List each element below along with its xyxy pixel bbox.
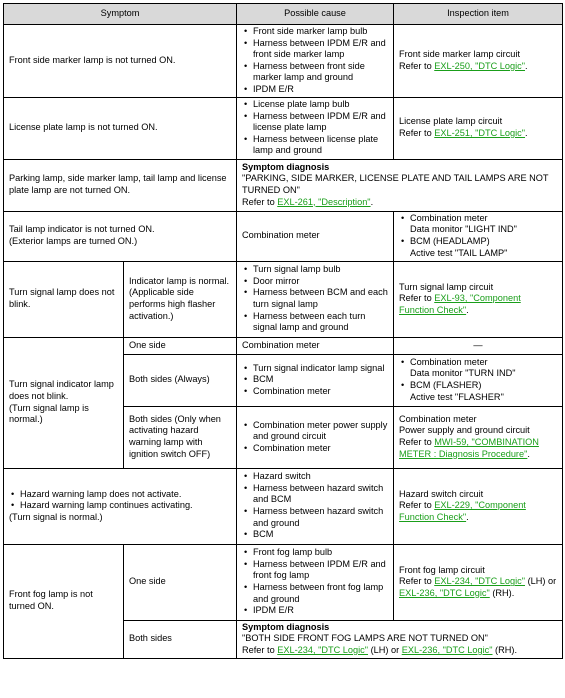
reference-link-rh[interactable]: EXL-236, "DTC Logic" [399,587,490,598]
list-item: • BCM [242,529,388,541]
symptom-cell [4,468,237,544]
header-symptom: Symptom [4,4,237,25]
reference-link[interactable]: EXL-229, "Component Function Check" [399,500,526,522]
list-item: • Combination meter [399,213,557,225]
refer-suffix: . [466,511,469,522]
symptom-cell: Front fog lamp is not turned ON. [4,544,124,658]
inspection-text: Combination meter [399,413,477,424]
list-item: • Harness between license plate lamp and ground [242,134,388,157]
header-inspection-item: Inspection item [394,4,563,25]
refer-suffix: . [525,128,528,139]
inspection-sub: Active test "FLASHER" [410,391,504,402]
symptom-note: (Turn signal lamp is normal.) [9,402,89,425]
list-item: • Combination meter power supply and ground circuit [242,420,388,443]
inspection-list [399,357,557,369]
cause-list [242,420,388,455]
reference-link[interactable]: EXL-93, "Component Function Check" [399,293,521,315]
inspection-text: Hazard switch circuit [399,488,484,499]
refer-prefix: Refer to [399,500,435,511]
inspection-cell [394,211,563,261]
cause-list [242,99,388,157]
table-row [4,337,563,354]
list-item: • Harness between hazard switch and ground [242,506,388,529]
list-item: • Harness between front fog lamp and ground [242,582,388,605]
list-item: • IPDM E/R [242,84,388,96]
table-row [4,25,563,98]
list-item: • Harness between BCM and each turn signal lamp [242,287,388,310]
inspection-cell: — [394,337,563,354]
cause-cell [237,406,394,468]
list-item: • Harness between IPDM E/R and license plate lamp [242,111,388,134]
cause-cell [237,97,394,159]
diagnosis-text: "PARKING, SIDE MARKER, LICENSE PLATE AND TAIL LAMPS ARE NOT TURNED ON" [242,173,549,196]
cause-list [242,264,388,334]
condition-cell: One side [124,337,237,354]
cause-cell: Combination meter [237,337,394,354]
symptom-cell: Turn signal lamp does not blink. [4,261,124,337]
inspection-sub: Active test "TAIL LAMP" [410,247,508,258]
inspection-cell [394,406,563,468]
cause-list [242,547,388,617]
list-item: • Hazard switch [242,471,388,483]
list-item: • Combination meter [242,443,388,455]
symptom-table [3,3,563,659]
table-row [4,211,563,261]
cause-cell [237,354,394,406]
diagnosis-cell [237,620,563,658]
list-item: • BCM (HEADLAMP) [399,236,557,248]
table-row [4,544,563,620]
table-row [4,97,563,159]
symptom-list [9,489,231,512]
symptom-note: (Turn signal is normal.) [9,511,103,522]
cause-list [242,471,388,541]
inspection-list [399,213,557,225]
refer-mid: (LH) or [525,576,557,587]
symptom-note: (Exterior lamps are turned ON.) [9,236,138,247]
list-item: • Turn signal lamp bulb [242,264,388,276]
inspection-cell [394,468,563,544]
symptom-cell: Parking lamp, side marker lamp, tail lamp and license plate lamp are not turned ON. [4,159,237,211]
inspection-text: Turn signal lamp circuit [399,281,494,292]
diagnosis-cell [237,159,563,211]
refer-suffix: . [466,304,469,315]
list-item: • Front side marker lamp bulb [242,26,388,38]
list-item: • Hazard warning lamp continues activating. [9,500,231,512]
refer-line [399,128,557,140]
table-row [4,261,563,337]
inspection-cell [394,25,563,98]
refer-prefix: Refer to [399,576,435,587]
table-header-row [4,4,563,25]
refer-prefix: Refer to [242,196,278,207]
refer-suffix: . [527,448,530,459]
symptom-cell: License plate lamp is not turned ON. [4,97,237,159]
table-row [4,468,563,544]
condition-cell: Both sides (Always) [124,354,237,406]
header-possible-cause: Possible cause [237,4,394,25]
refer-suffix: (RH). [492,644,517,655]
refer-line [399,576,557,599]
refer-prefix: Refer to [399,437,435,448]
condition-cell: Both sides (Only when activating hazard warning lamp with ignition switch OFF) [124,406,237,468]
inspection-cell [394,544,563,620]
cause-cell [237,261,394,337]
refer-line [399,437,557,460]
list-item: • License plate lamp bulb [242,99,388,111]
list-item: • Harness between hazard switch and BCM [242,483,388,506]
inspection-list [399,380,557,392]
list-item: • Harness between front side marker lamp and ground [242,61,388,84]
inspection-text: Front fog lamp circuit [399,564,485,575]
refer-suffix: . [525,60,528,71]
inspection-cell [394,97,563,159]
inspection-text: Power supply and ground circuit [399,425,530,436]
refer-suffix: . [370,196,374,207]
refer-line [399,500,557,523]
cause-cell [237,468,394,544]
reference-link[interactable]: EXL-251, "DTC Logic" [434,128,526,139]
refer-mid: (LH) or [368,644,402,655]
list-item: • Turn signal indicator lamp signal [242,363,388,375]
refer-prefix: Refer to [399,128,435,139]
list-item: • Combination meter [242,386,388,398]
inspection-sub: Data monitor "LIGHT IND" [410,224,517,235]
cause-list [242,363,388,398]
list-item: • Front fog lamp bulb [242,547,388,559]
cause-cell: Combination meter [237,211,394,261]
inspection-cell [394,354,563,406]
refer-line [242,645,557,657]
diagnosis-text: "BOTH SIDE FRONT FOG LAMPS ARE NOT TURNED ON" [242,633,488,644]
refer-line [242,197,557,209]
refer-line [399,61,557,73]
diagnosis-title: Symptom diagnosis [242,621,330,632]
cause-list [242,26,388,96]
symptom-cell: Front side marker lamp is not turned ON. [4,25,237,98]
list-item: • Combination meter [399,357,557,369]
reference-link[interactable]: EXL-261, "Description" [277,196,371,207]
reference-link-lh[interactable]: EXL-234, "DTC Logic" [277,644,369,655]
symptom-text: Tail lamp indicator is not turned ON. [9,224,155,235]
symptom-cell [4,211,237,261]
reference-link-lh[interactable]: EXL-234, "DTC Logic" [434,576,526,587]
condition-cell: Both sides [124,620,237,658]
refer-prefix: Refer to [399,293,435,304]
table-row [4,159,563,211]
symptom-text: Turn signal indicator lamp does not blink. [9,379,114,401]
reference-link[interactable]: EXL-250, "DTC Logic" [434,60,526,71]
inspection-cell [394,261,563,337]
list-item: • Harness between each turn signal lamp and ground [242,311,388,334]
reference-link[interactable]: MWI-59, "COMBINATION METER : Diagnosis Procedure" [399,437,539,459]
condition-cell: Indicator lamp is normal. (Applicable side performs high flasher activation.) [124,261,237,337]
list-item: • IPDM E/R [242,605,388,617]
list-item: • BCM [242,374,388,386]
list-item: • Harness between IPDM E/R and front side marker lamp [242,38,388,61]
inspection-text: Front side marker lamp circuit [399,49,520,60]
list-item: • Door mirror [242,276,388,288]
inspection-sub: Data monitor "TURN IND" [410,368,516,379]
reference-link-rh[interactable]: EXL-236, "DTC Logic" [401,644,493,655]
cause-cell [237,544,394,620]
refer-line [399,293,557,316]
list-item: • Harness between IPDM E/R and front fog lamp [242,559,388,582]
refer-prefix: Refer to [242,644,278,655]
inspection-text: License plate lamp circuit [399,116,503,127]
symptom-cell [4,337,124,468]
refer-suffix: (RH). [489,587,515,598]
condition-cell: One side [124,544,237,620]
list-item: • Hazard warning lamp does not activate. [9,489,231,501]
cause-cell [237,25,394,98]
inspection-list [399,236,557,248]
trouble-diagnosis-page [3,3,562,659]
refer-prefix: Refer to [399,60,435,71]
list-item: • BCM (FLASHER) [399,380,557,392]
diagnosis-title: Symptom diagnosis [242,161,330,172]
